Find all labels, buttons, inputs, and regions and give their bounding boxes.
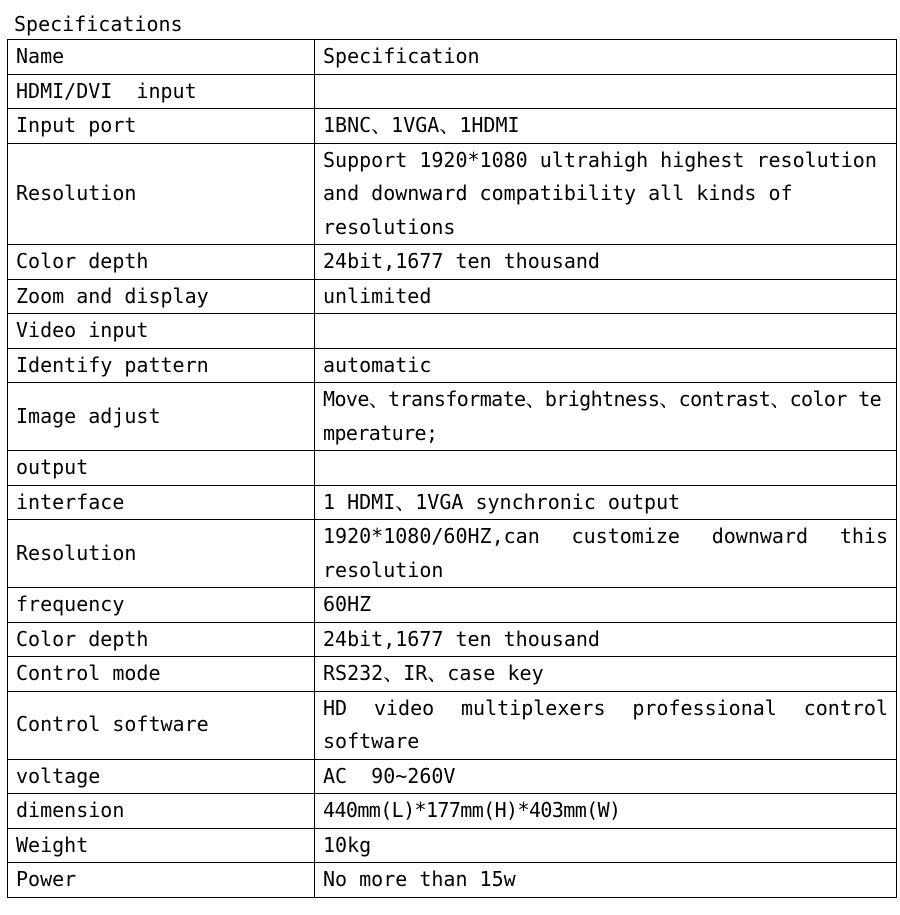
table-row [8, 588, 897, 623]
table-row [8, 828, 897, 863]
table-row [8, 759, 897, 794]
table-row [8, 279, 897, 314]
spec-value: 1920*1080/60HZ,can customize downward this resolution [315, 520, 897, 588]
spec-value: 440mm(L)*177mm(H)*403mm(W) [315, 794, 897, 829]
spec-name: Video input [8, 314, 315, 349]
specifications-table [7, 39, 897, 898]
spec-value: 1BNC、1VGA、1HDMI [315, 109, 897, 144]
table-header-row [8, 40, 897, 75]
table-row [8, 314, 897, 349]
table-row [8, 383, 897, 451]
spec-name: Image adjust [8, 383, 315, 451]
spec-name: HDMI/DVI input [8, 74, 315, 109]
spec-value [315, 74, 897, 109]
spec-value: 24bit,1677 ten thousand [315, 245, 897, 280]
spec-name: Color depth [8, 245, 315, 280]
spec-name: Control mode [8, 657, 315, 692]
table-row [8, 794, 897, 829]
header-name: Name [8, 40, 315, 75]
table-row [8, 520, 897, 588]
spec-name: Input port [8, 109, 315, 144]
header-specification: Specification [315, 40, 897, 75]
spec-name: Weight [8, 828, 315, 863]
table-row [8, 143, 897, 245]
spec-value: automatic [315, 348, 897, 383]
spec-value: HD video multiplexers professional control software [315, 691, 897, 759]
table-row [8, 485, 897, 520]
spec-name: Color depth [8, 622, 315, 657]
spec-value: Support 1920*1080 ultrahigh highest resolution and downward compatibility all kinds of resolutions [315, 143, 897, 245]
spec-value: 24bit,1677 ten thousand [315, 622, 897, 657]
spec-value [315, 314, 897, 349]
spec-name: Power [8, 863, 315, 898]
spec-name: Control software [8, 691, 315, 759]
spec-value [315, 451, 897, 486]
spec-value: 1 HDMI、1VGA synchronic output [315, 485, 897, 520]
spec-name: Identify pattern [8, 348, 315, 383]
table-row [8, 74, 897, 109]
spec-value: No more than 15w [315, 863, 897, 898]
table-row [8, 451, 897, 486]
table-row [8, 691, 897, 759]
spec-name: interface [8, 485, 315, 520]
page-title: Specifications [14, 12, 183, 36]
table-row [8, 863, 897, 898]
table-row [8, 109, 897, 144]
spec-name: Zoom and display [8, 279, 315, 314]
table-row [8, 657, 897, 692]
table-row [8, 348, 897, 383]
spec-value: AC 90~260V [315, 759, 897, 794]
spec-name: dimension [8, 794, 315, 829]
spec-name: voltage [8, 759, 315, 794]
spec-name: Resolution [8, 143, 315, 245]
spec-value: 10kg [315, 828, 897, 863]
spec-name: Resolution [8, 520, 315, 588]
spec-name: frequency [8, 588, 315, 623]
spec-value: unlimited [315, 279, 897, 314]
spec-value: Move、transformate、brightness、contrast、color temperature; [315, 383, 897, 451]
spec-name: output [8, 451, 315, 486]
spec-value: 60HZ [315, 588, 897, 623]
table-row [8, 245, 897, 280]
spec-value: RS232、IR、case key [315, 657, 897, 692]
table-row [8, 622, 897, 657]
